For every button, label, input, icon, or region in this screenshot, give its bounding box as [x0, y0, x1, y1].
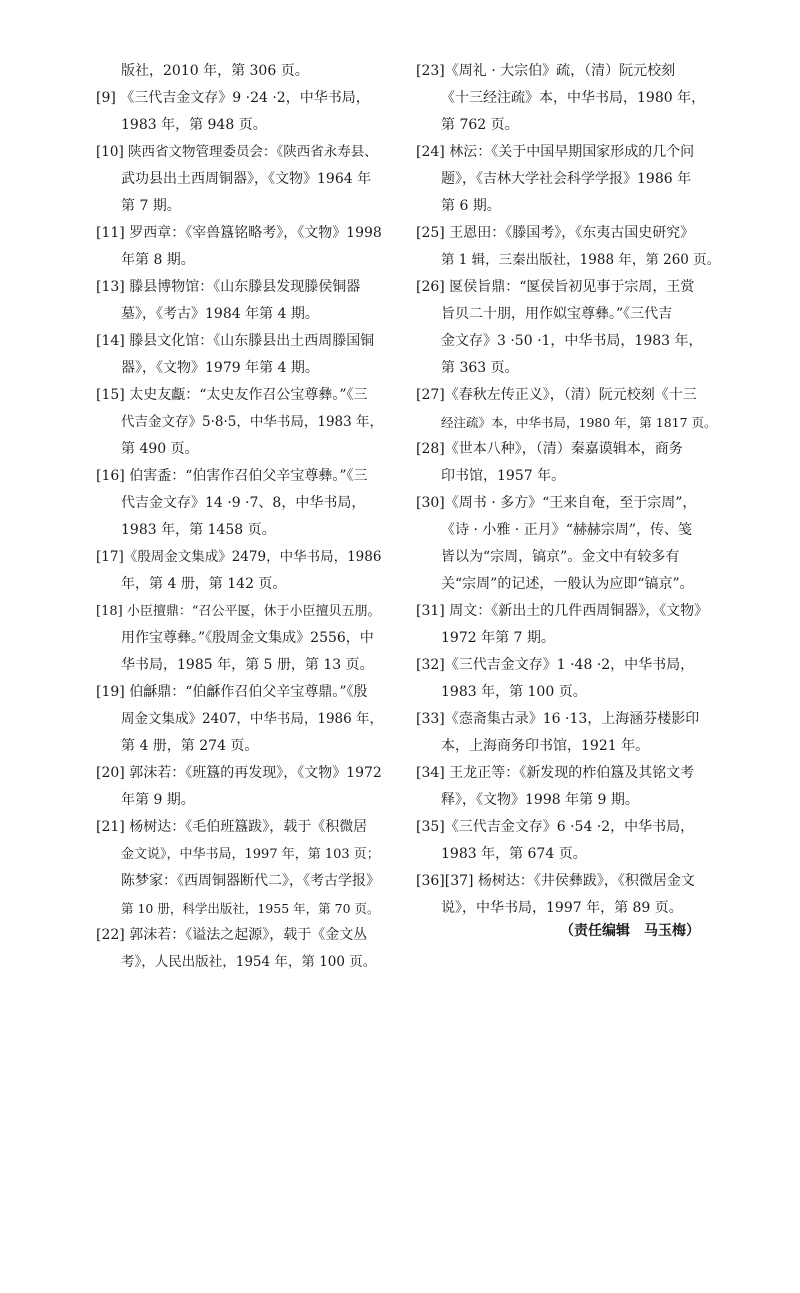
ref-line: 墓》，《考古》1984 年第 4 期。	[121, 306, 319, 322]
ref-line: 第 4 册，第 274 页。	[121, 738, 259, 754]
ref-line: 《十三经注疏》本，中华书局，1980 年，	[441, 90, 706, 106]
ref-line: [25] 王恩田：《滕国考》，《东夷古国史研究》	[416, 225, 695, 241]
ref-line: 年第 9 期。	[121, 792, 195, 808]
ref-line: [35]《三代吉金文存》6 ·54 ·2，中华书局，	[416, 819, 695, 835]
right-column	[416, 58, 722, 922]
ref-line: 经注疏》本，中华书局，1980 年，第 1817 页。	[441, 415, 717, 430]
ref-line: 代吉金文存》14 ·9 ·7、8，中华书局，	[121, 495, 366, 511]
ref-line: 第 7 期。	[121, 198, 181, 214]
ref-line: 1983 年，第 674 页。	[441, 846, 587, 862]
ref-line: 年第 8 期。	[121, 252, 195, 268]
left-column	[96, 58, 384, 976]
ref-line: 关“宗周”的记述，一般认为应即“镐京”。	[441, 576, 694, 592]
ref-line: 第 6 期。	[441, 198, 501, 214]
ref-line: 题》，《吉林大学社会科学学报》1986 年	[441, 171, 692, 187]
ref-line: [11] 罗西章：《宰兽簋铭略考》，《文物》1998	[96, 225, 382, 241]
ref-line: 器》，《文物》1979 年第 4 期。	[121, 360, 319, 376]
ref-line: [30]《周书 · 多方》“王来自奄，至于宗周”，	[416, 495, 697, 511]
ref-line: [9] 《三代吉金文存》9 ·24 ·2，中华书局，	[96, 90, 370, 106]
ref-line: [10] 陕西省文物管理委员会：《陕西省永寿县、	[96, 144, 378, 160]
ref-line: 第 1 辑，三秦出版社，1988 年，第 260 页。	[441, 252, 721, 268]
ref-line: [14] 滕县文化馆：《山东滕县出土西周滕国铜	[96, 333, 375, 349]
ref-line: 考》，人民出版社，1954 年，第 100 页。	[121, 954, 377, 970]
ref-line: 第 762 页。	[441, 117, 519, 133]
ref-line: [19] 伯龢鼎：“伯龢作召伯父辛宝尊鼎。”《殷	[96, 684, 368, 700]
ref-line: 用作宝尊彝。”《殷周金文集成》2556，中	[121, 630, 374, 646]
ref-line: 旨贝二十朋，用作姒宝尊彝。”《三代吉	[441, 306, 673, 322]
ref-line: [26] 匽侯旨鼎：“匽侯旨初见事于宗周，王赏	[416, 279, 695, 295]
ref-line: 印书馆，1957 年。	[441, 468, 566, 484]
ref-line: 陈梦家：《西周铜器断代二》，《考古学报》	[121, 873, 380, 889]
ref-line: 版社，2010 年，第 306 页。	[121, 63, 309, 79]
ref-line: 第 490 页。	[121, 441, 199, 457]
ref-line: [16] 伯害盉：“伯害作召伯父辛宝尊彝。”《三	[96, 468, 368, 484]
ref-line: [22] 郭沫若：《谥法之起源》，载于《金文丛	[96, 927, 368, 943]
ref-line: [32]《三代吉金文存》1 ·48 ·2，中华书局，	[416, 657, 695, 673]
ref-line: 金文存》3 ·50 ·1，中华书局，1983 年，	[441, 333, 703, 349]
ref-line: 1983 年，第 948 页。	[121, 117, 267, 133]
ref-line: 皆以为“宗周，镐京”。金文中有较多有	[441, 549, 680, 565]
ref-line: [24] 林沄：《关于中国早期国家形成的几个问	[416, 144, 695, 160]
ref-line: 释》，《文物》1998 年第 9 期。	[441, 792, 639, 808]
ref-line: [33]《悫斋集古录》16 ·13，上海涵芬楼影印	[416, 711, 700, 727]
ref-line: 《诗 · 小雅 · 正月》“赫赫宗周”，传、笺	[441, 522, 693, 538]
ref-line: 1983 年，第 1458 页。	[121, 522, 276, 538]
ref-line: 周金文集成》2407，中华书局，1986 年，	[121, 711, 384, 727]
ref-line: [18] 小臣擅鼎：“召公平匽，休于小臣擅贝五朋。	[96, 604, 381, 619]
ref-line: 第 10 册，科学出版社，1955 年，第 70 页。	[121, 901, 380, 916]
ref-line: [34] 王龙正等：《新发现的柞伯簋及其铭文考	[416, 765, 695, 781]
ref-line: [28]《世本八种》，（清）秦嘉谟辑本，商务	[416, 441, 683, 457]
ref-line: [27]《春秋左传正义》，（清）阮元校刻《十三	[416, 387, 697, 403]
ref-line: 武功县出土西周铜器》，《文物》1964 年	[121, 171, 372, 187]
ref-line: 1972 年第 7 期。	[441, 630, 555, 646]
ref-line: 说》，中华书局，1997 年，第 89 页。	[441, 900, 683, 916]
ref-line: [31] 周文：《新出土的几件西周铜器》，《文物》	[416, 603, 709, 619]
ref-line: [17]《殷周金文集成》2479，中华书局，1986	[96, 549, 382, 565]
ref-line: [21] 杨树达：《毛伯班簋跋》，载于《积微居	[96, 819, 368, 835]
ref-line: 年，第 4 册，第 142 页。	[121, 576, 287, 592]
ref-line: 第 363 页。	[441, 360, 519, 376]
editor-credit: （责任编辑 马玉梅）	[560, 923, 700, 939]
ref-line: [23]《周礼 · 大宗伯》疏，（清）阮元校刻	[416, 63, 676, 79]
ref-line: [36][37] 杨树达：《井侯彝跋》，《积微居金文	[416, 873, 695, 889]
ref-line: 1983 年，第 100 页。	[441, 684, 587, 700]
ref-line: [20] 郭沫若：《班簋的再发现》，《文物》1972	[96, 765, 382, 781]
ref-line: 本，上海商务印书馆，1921 年。	[441, 738, 650, 754]
ref-line: [13] 滕县博物馆：《山东滕县发现滕侯铜器	[96, 279, 361, 295]
ref-line: 华书局，1985 年，第 5 册，第 13 页。	[121, 657, 374, 673]
ref-line: [15] 太史友甗：“太史友作召公宝尊彝。”《三	[96, 387, 368, 403]
ref-line: 金文说》，中华书局，1997 年，第 103 页；	[121, 847, 380, 862]
ref-line: 代吉金文存》5·8·5，中华书局，1983 年，	[121, 414, 383, 430]
